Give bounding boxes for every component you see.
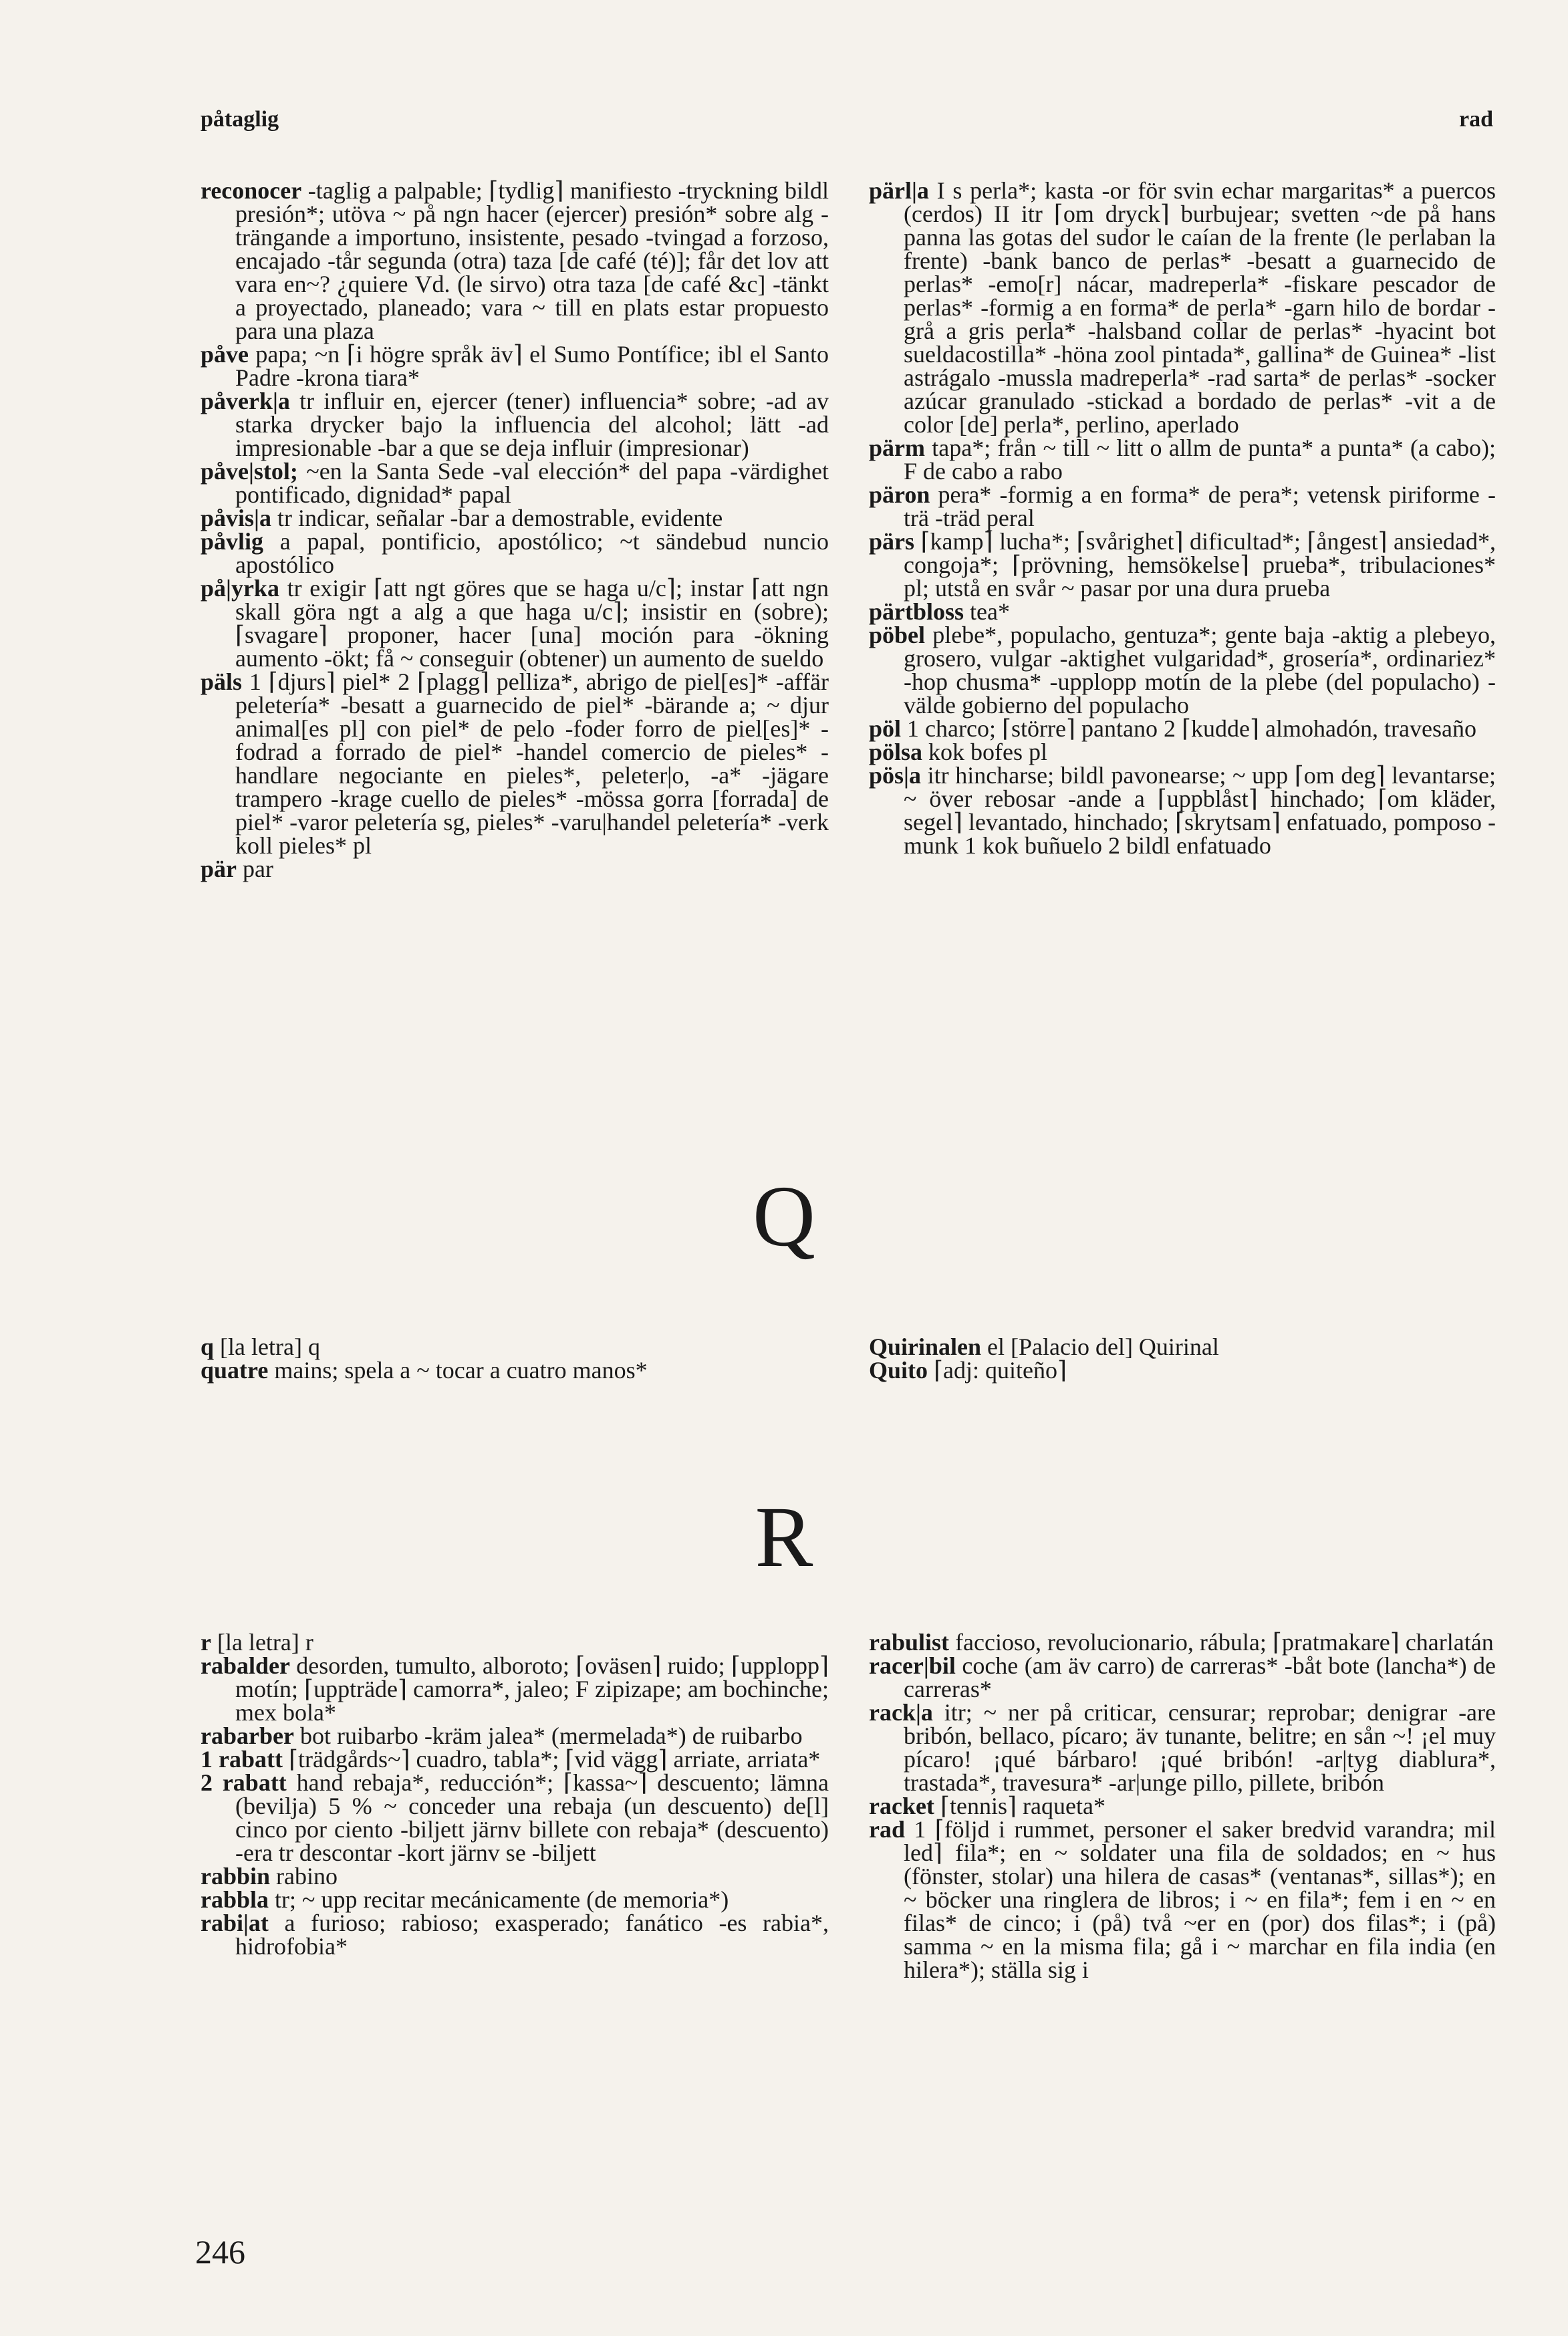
- headword: racer|bil: [869, 1652, 956, 1679]
- section-letter-q: Q: [753, 1168, 815, 1265]
- dictionary-entry: rabalder desorden, tumulto, alboroto; ⌈oväsen⌉ ruido; ⌈upplopp⌉ motín; ⌈uppträde⌉ camorra*, jaleo; F zipizape; am bochinche; mex bola*: [201, 1652, 829, 1726]
- dictionary-entry: päron pera* -formig a en forma* de pera*; vetensk piriforme -trä -träd peral: [869, 481, 1496, 531]
- column-p-left: [201, 179, 829, 881]
- dictionary-entry: Quirinalen el [Palacio del] Quirinal: [869, 1333, 1219, 1360]
- dictionary-entry: pärl|a I s perla*; kasta -or för svin echar margaritas* a puercos (cerdos) II itr ⌈om dryck⌉ burbujear; svetten ~de på hans panna las gotas del sudor le caían de la frente (le perlaban la frente) -bank banco de perlas* -besatt a guarnecido de perlas* -emo[r] nácar, madreperla* -fiskare pescador de perlas* -formig a en forma* de perla* -garn hilo de bordar -grå a gris perla* -halsband collar de perlas* -hyacint bot sueldacostilla* -höna zool pintada*, gallina* de Guinea* -list astrágalo -mussla madreperla* -rad sarta* de perlas* -socker azúcar granulado -stickad a bordado de perlas* -vit a de color [de] perla*, perlino, aperlado: [869, 177, 1496, 438]
- headword: 1 rabatt: [201, 1746, 283, 1773]
- headword: pöbel: [869, 622, 926, 648]
- running-head-left: påtaglig: [201, 107, 279, 132]
- headword: rabi|at: [201, 1910, 269, 1936]
- dictionary-entry: reconocer -taglig a palpable; ⌈tydlig⌉ manifiesto -tryckning bildl presión*; utöva ~ på ngn hacer (ejercer) presión* sobre alg -trängande a importuno, insistente, pesado -tvingad a forzoso, encajado -tår segunda (otra) taza [de café (té)]; får det lov att vara en~? ¿quiere Vd. (le sirvo) otra taza [de café &c] -tänkt a proyectado, planeado; vara ~ till en plats estar propuesto para una plaza: [201, 177, 829, 344]
- headword: påverk|a: [201, 388, 290, 414]
- headword: rabarber: [201, 1722, 294, 1749]
- dictionary-entry: rabi|at a furioso; rabioso; exasperado; fanático -es rabia*, hidrofobia*: [201, 1910, 829, 1960]
- headword: rabbin: [201, 1863, 271, 1890]
- dictionary-entry: pös|a itr hincharse; bildl pavonearse; ~ upp ⌈om deg⌉ levantarse; ~ över rebosar -ande a ⌈uppblåst⌉ hinchado; ⌈om kläder, segel⌉ levantado, hinchado; ⌈skrytsam⌉ enfatuado, pomposo -munk 1 kok buñuelo 2 bildl enfatuado: [869, 762, 1496, 859]
- dictionary-entry: pärm tapa*; från ~ till ~ litt o allm de punta* a punta* (a cabo); F de cabo a rabo: [869, 434, 1496, 485]
- headword: rabbla: [201, 1886, 269, 1913]
- dictionary-entry: påvis|a tr indicar, señalar -bar a demostrable, evidente: [201, 505, 723, 531]
- headword: rabalder: [201, 1652, 290, 1679]
- dictionary-entry: rabbla tr; ~ upp recitar mecánicamente (de memoria*): [201, 1886, 729, 1913]
- dictionary-entry: pärs ⌈kamp⌉ lucha*; ⌈svårighet⌉ dificultad*; ⌈ångest⌉ ansiedad*, congoja*; ⌈prövning, hemsökelse⌉ prueba*, tribulaciones* pl; utstå en svår ~ pasar por una dura prueba: [869, 528, 1496, 602]
- headword: Quirinalen: [869, 1333, 982, 1360]
- dictionary-entry: pär par: [201, 856, 273, 882]
- headword: pöl: [869, 715, 902, 742]
- column-r-left: [201, 1631, 829, 1958]
- headword: quatre: [201, 1357, 269, 1384]
- dictionary-entry: Quito ⌈adj: quiteño⌉: [869, 1357, 1067, 1384]
- column-r-right: [869, 1631, 1496, 1982]
- dictionary-entry: pärtbloss tea*: [869, 598, 1010, 625]
- dictionary-entry: päls 1 ⌈djurs⌉ piel* 2 ⌈plagg⌉ pelliza*, abrigo de piel[es]* -affär peletería* -besatt a guarnecido de piel* -bärande a; ~ djur animal[es pl] con piel* de pelo -foder forro de piel[es]* -fodrad a forrado de piel* -handel comercio de pieles* -handlare negociante en pieles*, peleter|o, -a* -jägare trampero -krage cuello de pieles* -mössa gorra [forrada] de piel* -varor peletería sg, pieles* -varu|handel peletería* -verk koll pieles* pl: [201, 668, 829, 859]
- dictionary-entry: påve|stol; ~en la Santa Sede -val elección* del papa -värdighet pontificado, dignidad* papal: [201, 458, 829, 508]
- dictionary-entry: pölsa kok bofes pl: [869, 739, 1048, 765]
- headword: r: [201, 1629, 211, 1656]
- dictionary-entry: quatre mains; spela a ~ tocar a cuatro manos*: [201, 1357, 648, 1384]
- headword: på|yrka: [201, 575, 279, 602]
- dictionary-entry: påverk|a tr influir en, ejercer (tener) influencia* sobre; -ad av starka drycker bajo la influencia del alcohol; lätt -ad impresionable -bar a que se deja influir (impresionar): [201, 388, 829, 461]
- headword: påvis|a: [201, 505, 271, 531]
- headword: påve|stol;: [201, 458, 298, 485]
- dictionary-entry: rabbin rabino: [201, 1863, 338, 1890]
- dictionary-entry: 2 rabatt hand rebaja*, reducción*; ⌈kassa~⌉ descuento; lämna (bevilja) 5 % ~ conceder una rebaja (un descuento) de[l] cinco por ciento -biljett järnv billete con rebaja* (descuento) -era tr descontar -kort järnv se -biljett: [201, 1769, 829, 1866]
- headword: pärtbloss: [869, 598, 964, 625]
- dictionary-entry: pöbel plebe*, populacho, gentuza*; gente baja -aktig a plebeyo, grosero, vulgar -aktighet vulgaridad*, grosería*, ordinariez* -hop chusma* -upplopp motín de la plebe (del populacho) -välde gobierno del populacho: [869, 622, 1496, 719]
- dictionary-entry: påve papa; ~n ⌈i högre språk äv⌉ el Sumo Pontífice; ibl el Santo Padre -krona tiara*: [201, 341, 829, 391]
- headword: rack|a: [869, 1699, 933, 1726]
- dictionary-entry: q [la letra] q: [201, 1333, 320, 1360]
- headword: pär: [201, 856, 237, 882]
- column-q-left: [201, 1335, 829, 1382]
- column-p-right: [869, 179, 1496, 858]
- dictionary-entry: rabulist faccioso, revolucionario, rábula; ⌈pratmakare⌉ charlatán: [869, 1629, 1494, 1656]
- section-letter-r: R: [755, 1489, 813, 1585]
- headword: reconocer: [201, 177, 302, 204]
- headword: 2 rabatt: [201, 1769, 287, 1796]
- column-q-right: [869, 1335, 1496, 1382]
- dictionary-entry: 1 rabatt ⌈trädgårds~⌉ cuadro, tabla*; ⌈vid vägg⌉ arriate, arriata*: [201, 1746, 821, 1773]
- page-number: 246: [195, 2233, 245, 2270]
- dictionary-entry: rack|a itr; ~ ner på criticar, censurar; reprobar; denigrar -are bribón, bellaco, pícaro; äv tunante, belitre; en sån ~! ¡el muy pícaro! ¡qué bárbaro! ¡qué bribón! -ar|tyg diablura*, trastada*, travesura* -ar|unge pillo, pillete, bribón: [869, 1699, 1496, 1796]
- headword: pärl|a: [869, 177, 929, 204]
- headword: q: [201, 1333, 215, 1360]
- dictionary-entry: rad 1 ⌈följd i rummet, personer el saker bredvid varandra; mil led⌉ fila*; en ~ soldater una fila de soldados; en ~ hus (fönster, stolar) una hilera de casas* (ventanas*, sillas*); en ~ böcker una ringlera de libros; i ~ en fila*; fem i en ~ en filas* de cinco; i (på) två ~er en (por) dos filas*; i (på) samma ~ en la misma fila; gå i ~ marchar en fila india (en hilera*); ställa sig i: [869, 1816, 1496, 1983]
- headword: rad: [869, 1816, 905, 1843]
- headword: Quito: [869, 1357, 928, 1384]
- headword: päron: [869, 481, 930, 508]
- dictionary-entry: på|yrka tr exigir ⌈att ngt göres que se haga u/c⌉; instar ⌈att ngn skall göra ngt a alg a que haga u/c⌉; insistir en (sobre); ⌈svagare⌉ proponer, hacer [una] moción para -ökning aumento -ökt; få ~ conseguir (obtener) un aumento de sueldo: [201, 575, 829, 672]
- dictionary-entry: r [la letra] r: [201, 1629, 313, 1656]
- headword: rabulist: [869, 1629, 950, 1656]
- dictionary-entry: racer|bil coche (am äv carro) de carreras* -båt bote (lancha*) de carreras*: [869, 1652, 1496, 1702]
- running-head-right: rad: [1459, 107, 1493, 132]
- headword: pölsa: [869, 739, 923, 765]
- dictionary-entry: rabarber bot ruibarbo -kräm jalea* (mermelada*) de ruibarbo: [201, 1722, 803, 1749]
- headword: pärm: [869, 434, 925, 461]
- headword: päls: [201, 668, 243, 695]
- headword: racket: [869, 1793, 934, 1819]
- headword: pärs: [869, 528, 915, 555]
- dictionary-entry: pöl 1 charco; ⌈större⌉ pantano 2 ⌈kudde⌉ almohadón, travesaño: [869, 715, 1476, 742]
- headword: påvlig: [201, 528, 264, 555]
- dictionary-entry: påvlig a papal, pontificio, apostólico; ~t sändebud nuncio apostólico: [201, 528, 829, 578]
- headword: pös|a: [869, 762, 921, 789]
- dictionary-entry: racket ⌈tennis⌉ raqueta*: [869, 1793, 1105, 1819]
- headword: påve: [201, 341, 249, 368]
